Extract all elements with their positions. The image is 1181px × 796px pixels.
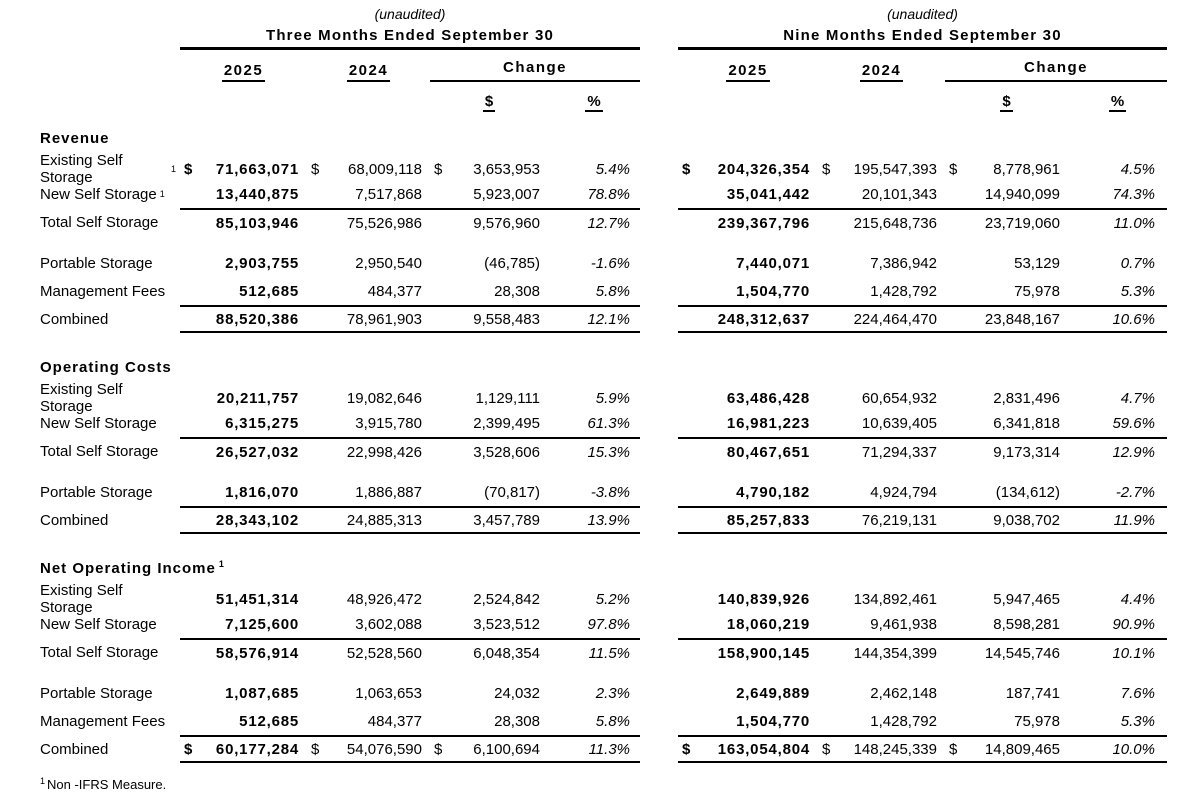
dollar-sign: $ xyxy=(434,740,443,758)
value-2025-3mo: 51,451,314 xyxy=(215,590,299,608)
value-2024-9mo: 134,892,461 xyxy=(853,590,937,608)
value-2025-3mo: 512,685 xyxy=(239,282,299,300)
value-change-9mo: 9,173,314 xyxy=(945,437,1068,465)
value-percent-3mo: -1.6% xyxy=(590,254,630,272)
value-percent-9mo: 74.3% xyxy=(1112,185,1155,203)
value-percent-3mo: 78.8% xyxy=(587,185,630,203)
value-2024-3mo: 1,886,887 xyxy=(355,483,422,501)
dollar-sign: $ xyxy=(434,160,443,178)
value-2025-3mo: 26,527,032 xyxy=(180,437,307,465)
value-change-9mo: 9,038,702 xyxy=(945,506,1068,534)
value-2025-9mo: 85,257,833 xyxy=(678,506,818,534)
value-2025-9mo: 35,041,442 xyxy=(726,185,810,203)
year-2025-header-3mo: 2025 xyxy=(180,62,307,82)
value-2025-3mo: 28,343,102 xyxy=(180,506,307,534)
value-2025-3mo: 7,125,600 xyxy=(225,615,299,633)
value-percent-9mo: 12.9% xyxy=(1068,437,1167,465)
section-title: Revenue xyxy=(40,129,110,147)
value-2024-3mo: 78,961,903 xyxy=(307,305,430,333)
value-percent-9mo: 7.6% xyxy=(1120,684,1155,702)
change-header-3mo: Change xyxy=(430,59,640,82)
row-label: Portable Storage xyxy=(40,254,153,272)
value-2025-3mo: 512,685 xyxy=(239,712,299,730)
value-change-9mo: $ 14,809,465 xyxy=(945,735,1068,763)
value-percent-9mo: 4.7% xyxy=(1120,389,1155,407)
value-2025-9mo: 158,900,145 xyxy=(678,638,818,666)
value-2025-3mo: $ 71,663,071 xyxy=(184,160,299,178)
value-change-3mo: 28,308 xyxy=(494,282,540,300)
unaudited-label-right: (unaudited) xyxy=(887,6,958,22)
value-change-9mo: 14,545,746 xyxy=(945,638,1068,666)
dollar-sign: $ xyxy=(184,740,194,758)
section-title: Net Operating Income $^1$ xyxy=(40,558,225,577)
value-percent-9mo: 10.6% xyxy=(1068,305,1167,333)
table-row xyxy=(40,180,1181,208)
value-percent-9mo: -2.7% xyxy=(1115,483,1155,501)
table-row xyxy=(40,735,1181,763)
value-percent-3mo: 5.9% xyxy=(595,389,630,407)
table-body xyxy=(40,124,1181,763)
value-2024-9mo: 4,924,794 xyxy=(870,483,937,501)
dollar-sign: $ xyxy=(682,160,692,178)
value-2024-9mo: 2,462,148 xyxy=(870,684,937,702)
value-percent-9mo: 5.3% xyxy=(1120,712,1155,730)
dollar-sign: $ xyxy=(822,740,831,758)
value-2025-9mo: 140,839,926 xyxy=(717,590,810,608)
footnote-superscript: 1 xyxy=(40,775,46,786)
row-label: Total Self Storage xyxy=(40,442,159,460)
dollar-sign: $ xyxy=(184,160,194,178)
value-percent-9mo: 59.6% xyxy=(1112,414,1155,432)
value-2024-9mo: 71,294,337 xyxy=(818,437,945,465)
value-2025-3mo: 1,816,070 xyxy=(225,483,299,501)
value-2024-9mo: 20,101,343 xyxy=(861,185,937,203)
value-change-3mo: 24,032 xyxy=(494,684,540,702)
dollar-sign: $ xyxy=(311,160,320,178)
value-2025-9mo: 2,649,889 xyxy=(736,684,810,702)
value-percent-3mo: 12.7% xyxy=(548,208,640,236)
year-2024-header-9mo: 2024 xyxy=(818,62,945,82)
table-row xyxy=(40,478,1181,506)
table-row xyxy=(40,409,1181,437)
value-2025-3mo: $ 60,177,284 xyxy=(180,735,307,763)
value-percent-9mo: 5.3% xyxy=(1120,282,1155,300)
value-2025-9mo: 239,367,796 xyxy=(678,208,818,236)
value-percent-3mo: 12.1% xyxy=(548,305,640,333)
value-2024-9mo: 144,354,399 xyxy=(818,638,945,666)
dollar-sign: $ xyxy=(949,740,958,758)
value-percent-9mo: 10.0% xyxy=(1068,735,1167,763)
table-row xyxy=(40,305,1181,333)
value-percent-3mo: 11.3% xyxy=(548,735,640,763)
value-2025-3mo: 1,087,685 xyxy=(225,684,299,702)
value-2024-9mo: 1,428,792 xyxy=(870,712,937,730)
value-change-3mo: 3,523,512 xyxy=(473,615,540,633)
table-row xyxy=(40,249,1181,277)
value-2025-9mo: 248,312,637 xyxy=(678,305,818,333)
value-2025-9mo: $ 163,054,804 xyxy=(678,735,818,763)
value-2024-3mo: 7,517,868 xyxy=(355,185,422,203)
value-2025-9mo: 63,486,428 xyxy=(726,389,810,407)
value-2025-3mo: 20,211,757 xyxy=(216,389,299,407)
value-2024-9mo: 10,639,405 xyxy=(861,414,937,432)
table-row xyxy=(40,437,1181,465)
dollar-header-3mo: $ xyxy=(484,93,494,110)
row-label: Combined xyxy=(40,511,109,529)
row-label: Management Fees xyxy=(40,282,166,300)
value-change-9mo: 75,978 xyxy=(1014,712,1060,730)
value-percent-3mo: 61.3% xyxy=(587,414,630,432)
value-change-9mo: 53,129 xyxy=(1014,254,1060,272)
value-change-3mo: (70,817) xyxy=(484,483,540,501)
value-2024-3mo: 22,998,426 xyxy=(307,437,430,465)
table-row xyxy=(40,506,1181,534)
dollar-sign: $ xyxy=(682,740,692,758)
row-label: Existing Self Storage 1 xyxy=(40,152,176,186)
value-change-3mo: 3,457,789 xyxy=(430,506,548,534)
value-percent-9mo: 4.4% xyxy=(1120,590,1155,608)
percent-header-3mo: % xyxy=(587,93,601,110)
value-change-9mo: 6,341,818 xyxy=(993,414,1060,432)
value-2024-9mo: $ 195,547,393 xyxy=(822,160,937,178)
value-change-3mo: 1,129,111 xyxy=(475,389,540,407)
value-2025-3mo: 2,903,755 xyxy=(225,254,299,272)
value-percent-9mo: 10.1% xyxy=(1068,638,1167,666)
row-label: Combined xyxy=(40,740,109,758)
table-row xyxy=(40,707,1181,735)
section-header-row xyxy=(40,554,1181,582)
value-2024-3mo: $ 68,009,118 xyxy=(311,160,422,178)
value-2024-3mo: 484,377 xyxy=(367,712,422,730)
value-2024-3mo: 52,528,560 xyxy=(307,638,430,666)
table-row xyxy=(40,610,1181,638)
change-header-9mo: Change xyxy=(945,59,1167,82)
value-change-9mo: 8,598,281 xyxy=(993,615,1060,633)
value-change-9mo: 14,940,099 xyxy=(984,185,1060,203)
table-row xyxy=(40,638,1181,666)
section-superscript: 1 xyxy=(218,558,225,569)
value-percent-9mo: 4.5% xyxy=(1120,160,1155,178)
value-2024-3mo: 3,602,088 xyxy=(355,615,422,633)
value-2024-9mo: 7,386,942 xyxy=(870,254,937,272)
value-2024-3mo: 75,526,986 xyxy=(307,208,430,236)
value-change-3mo: 3,528,606 xyxy=(430,437,548,465)
value-2025-9mo: 80,467,651 xyxy=(678,437,818,465)
value-percent-3mo: 11.5% xyxy=(548,638,640,666)
value-2024-9mo: 76,219,131 xyxy=(818,506,945,534)
dollar-sign: $ xyxy=(822,160,831,178)
value-change-9mo: 187,741 xyxy=(1005,684,1060,702)
value-2024-9mo: 60,654,932 xyxy=(861,389,937,407)
value-percent-9mo: 11.0% xyxy=(1068,208,1167,236)
value-2024-3mo: 2,950,540 xyxy=(355,254,422,272)
value-2025-9mo: 18,060,219 xyxy=(726,615,810,633)
row-label: Existing Self Storage xyxy=(40,582,123,616)
value-change-9mo: 2,831,496 xyxy=(993,389,1060,407)
row-label: Existing Self Storage xyxy=(40,381,123,415)
value-2025-3mo: 58,576,914 xyxy=(180,638,307,666)
value-change-9mo: 23,848,167 xyxy=(945,305,1068,333)
footnote xyxy=(40,777,1181,792)
dollar-header-9mo: $ xyxy=(1002,93,1011,110)
value-2025-9mo: 1,504,770 xyxy=(736,282,810,300)
unaudited-label-left: (unaudited) xyxy=(374,6,446,22)
period-title-row xyxy=(40,24,1181,50)
value-2024-9mo: 9,461,938 xyxy=(870,615,937,633)
value-2024-3mo: 24,885,313 xyxy=(307,506,430,534)
value-change-9mo: (134,612) xyxy=(995,483,1060,501)
row-label: Portable Storage xyxy=(40,684,153,702)
table-row xyxy=(40,152,1181,186)
table-row xyxy=(40,208,1181,236)
value-change-3mo: 9,558,483 xyxy=(430,305,548,333)
value-2024-3mo: 484,377 xyxy=(367,282,422,300)
value-percent-9mo: 90.9% xyxy=(1112,615,1155,633)
value-2025-3mo: 13,440,875 xyxy=(215,185,299,203)
value-2024-3mo: 48,926,472 xyxy=(346,590,422,608)
value-2024-3mo: 1,063,653 xyxy=(355,684,422,702)
value-change-3mo: 2,399,495 xyxy=(473,414,540,432)
footnote-text: Non -IFRS Measure. xyxy=(47,777,167,792)
value-2024-9mo: $ 148,245,339 xyxy=(818,735,945,763)
value-2024-9mo: 215,648,736 xyxy=(818,208,945,236)
value-2024-9mo: 1,428,792 xyxy=(870,282,937,300)
row-label: Total Self Storage xyxy=(40,213,159,231)
value-change-9mo: 5,947,465 xyxy=(993,590,1060,608)
value-change-9mo: $ 8,778,961 xyxy=(949,160,1060,178)
value-change-9mo: 75,978 xyxy=(1014,282,1060,300)
value-change-3mo: $ 3,653,953 xyxy=(434,160,540,178)
value-2025-3mo: 88,520,386 xyxy=(180,305,307,333)
value-percent-3mo: 5.2% xyxy=(595,590,630,608)
value-percent-9mo: 11.9% xyxy=(1068,506,1167,534)
value-percent-3mo: 15.3% xyxy=(548,437,640,465)
table-row xyxy=(40,381,1181,415)
year-2025-header-9mo: 2025 xyxy=(678,62,818,82)
value-percent-3mo: 5.8% xyxy=(595,712,630,730)
dollar-sign: $ xyxy=(311,740,320,758)
value-2025-9mo: 7,440,071 xyxy=(736,254,810,272)
value-2025-9mo: 1,504,770 xyxy=(736,712,810,730)
value-percent-9mo: 0.7% xyxy=(1120,254,1155,272)
row-label: Portable Storage xyxy=(40,483,153,501)
year-2024-header-3mo: 2024 xyxy=(307,62,430,82)
period-title-nine-months: Nine Months Ended September 30 xyxy=(678,27,1167,50)
table-row xyxy=(40,679,1181,707)
section-title: Operating Costs xyxy=(40,358,172,376)
dollar-sign: $ xyxy=(949,160,958,178)
table-row xyxy=(40,277,1181,305)
value-2025-9mo: 4,790,182 xyxy=(736,483,810,501)
year-header-row xyxy=(40,50,1181,82)
row-label: New Self Storage 1 xyxy=(40,185,165,203)
section-header-row xyxy=(40,124,1181,152)
row-label: Combined xyxy=(40,310,109,328)
value-change-3mo: 28,308 xyxy=(494,712,540,730)
value-percent-3mo: 97.8% xyxy=(587,615,630,633)
value-change-3mo: 2,524,842 xyxy=(473,590,540,608)
section-header-row xyxy=(40,353,1181,381)
value-2024-3mo: 19,082,646 xyxy=(346,389,422,407)
value-change-3mo: $ 6,100,694 xyxy=(430,735,548,763)
value-change-9mo: 23,719,060 xyxy=(945,208,1068,236)
row-label: Management Fees xyxy=(40,712,166,730)
value-change-3mo: (46,785) xyxy=(484,254,540,272)
value-percent-3mo: 13.9% xyxy=(548,506,640,534)
value-percent-3mo: 2.3% xyxy=(595,684,630,702)
dollar-percent-header-row xyxy=(40,82,1181,116)
value-2025-9mo: 16,981,223 xyxy=(726,414,810,432)
value-change-3mo: 5,923,007 xyxy=(473,185,540,203)
value-percent-3mo: -3.8% xyxy=(590,483,630,501)
value-2024-3mo: 3,915,780 xyxy=(355,414,422,432)
row-label: New Self Storage xyxy=(40,414,157,432)
percent-header-9mo: % xyxy=(1110,93,1125,110)
row-label: Total Self Storage xyxy=(40,643,159,661)
value-change-3mo: 6,048,354 xyxy=(430,638,548,666)
value-2024-9mo: 224,464,470 xyxy=(818,305,945,333)
unaudited-row xyxy=(40,4,1181,24)
value-percent-3mo: 5.4% xyxy=(595,160,630,178)
value-2024-3mo: $ 54,076,590 xyxy=(307,735,430,763)
period-title-three-months: Three Months Ended September 30 xyxy=(180,27,640,50)
row-label: New Self Storage xyxy=(40,615,157,633)
table-row xyxy=(40,582,1181,616)
value-percent-3mo: 5.8% xyxy=(595,282,630,300)
value-2025-3mo: 6,315,275 xyxy=(225,414,299,432)
value-change-3mo: 9,576,960 xyxy=(430,208,548,236)
value-2025-3mo: 85,103,946 xyxy=(180,208,307,236)
value-2025-9mo: $ 204,326,354 xyxy=(682,160,810,178)
